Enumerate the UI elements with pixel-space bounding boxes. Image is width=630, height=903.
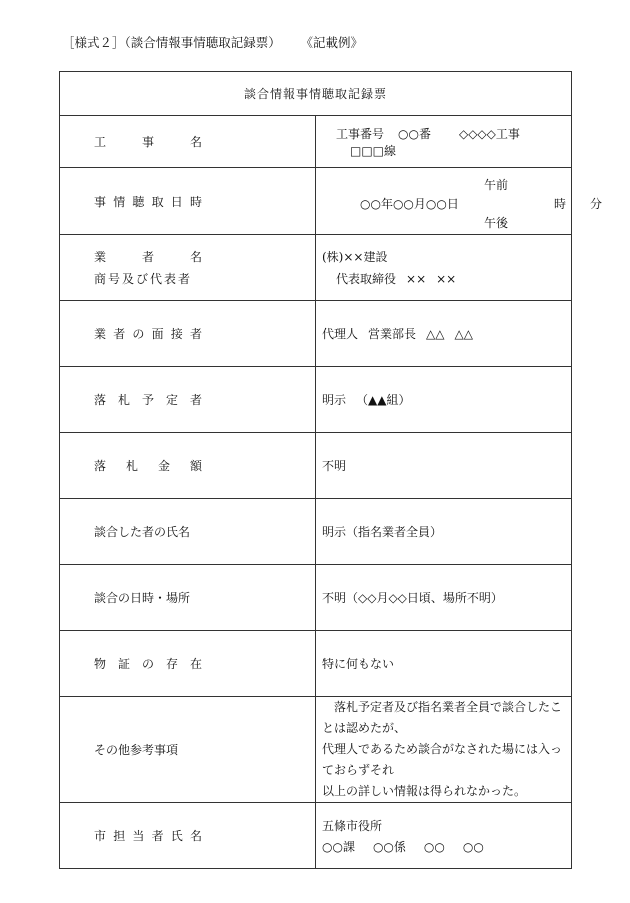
rep-given-name: ××	[436, 272, 457, 286]
am-option: 午前	[484, 178, 509, 192]
example-note: 《記載例》	[306, 35, 364, 50]
label-evidence: 物 証 の 存 在	[60, 631, 316, 697]
row-official	[60, 803, 572, 869]
rep-title: 代表取締役	[336, 272, 397, 286]
row-evidence	[60, 631, 572, 697]
rep-surname: ××	[406, 272, 427, 286]
interview-date: ○○年○○月○○日	[360, 197, 459, 211]
office-name: 五條市役所	[322, 818, 383, 833]
title-row	[60, 72, 572, 116]
form-number: ［様式２］（談合情報事情聴取記録票）	[62, 35, 281, 50]
row-planned-winner	[60, 367, 572, 433]
label-collusion-time-place: 談合の日時・場所	[60, 565, 316, 631]
value-contractor	[316, 235, 572, 301]
construction-number: ○○番	[398, 126, 431, 141]
pm-option: 午後	[484, 216, 509, 230]
row-contractor	[60, 235, 572, 301]
label-colluders: 談合した者の氏名	[60, 499, 316, 565]
value-evidence: 特に何もない	[316, 631, 572, 697]
label-construction: 工 事 名	[60, 116, 316, 168]
label-interview-datetime: 事 情 聴 取 日 時	[60, 168, 316, 235]
label-bid-amount: 落 札 金 額	[60, 433, 316, 499]
construction-name: ◇◇◇◇工事	[458, 126, 520, 141]
form-header	[62, 33, 363, 51]
company-name: (株)××建設	[322, 250, 388, 264]
construction-number-label: 工事番号	[336, 126, 385, 141]
label-planned-winner: 落 札 予 定 者	[60, 367, 316, 433]
hour-unit: 時	[554, 197, 567, 211]
value-other-notes: 落札予定者及び指名業者全員で談合したことは認めたが、 代理人であるため談合がなされた場には入っておらずそれ 以上の詳しい情報は得られなかった。	[316, 697, 572, 803]
minute-unit: 分	[590, 197, 603, 211]
value-planned-winner: 明示 （▲▲組）	[316, 367, 572, 433]
row-bid-amount	[60, 433, 572, 499]
label-official: 市 担 当 者 氏 名	[60, 803, 316, 869]
row-interview-datetime	[60, 168, 572, 235]
row-interviewee	[60, 301, 572, 367]
label-other-notes: その他参考事項	[60, 697, 316, 803]
value-construction	[316, 116, 572, 168]
value-official: 五條市役所 ○○課 ○○係 ○○ ○○	[316, 803, 572, 869]
value-colluders: 明示（指名業者全員）	[316, 499, 572, 565]
row-construction	[60, 116, 572, 168]
label-contractor: 業 者 名 商号及び代表者	[60, 235, 316, 301]
form-title: 談合情報事情聴取記録票	[60, 72, 572, 116]
value-collusion-time-place: 不明（◇◇月◇◇日頃、場所不明）	[316, 565, 572, 631]
row-collusion-time-place	[60, 565, 572, 631]
record-form-table	[59, 71, 603, 869]
value-interviewee: 代理人 営業部長 △△ △△	[316, 301, 572, 367]
value-interview-datetime	[316, 168, 603, 235]
row-colluders	[60, 499, 572, 565]
value-bid-amount: 不明	[316, 433, 572, 499]
label-interviewee: 業 者 の 面 接 者	[60, 301, 316, 367]
row-other-notes	[60, 697, 572, 803]
construction-line: □□□線	[350, 143, 397, 158]
